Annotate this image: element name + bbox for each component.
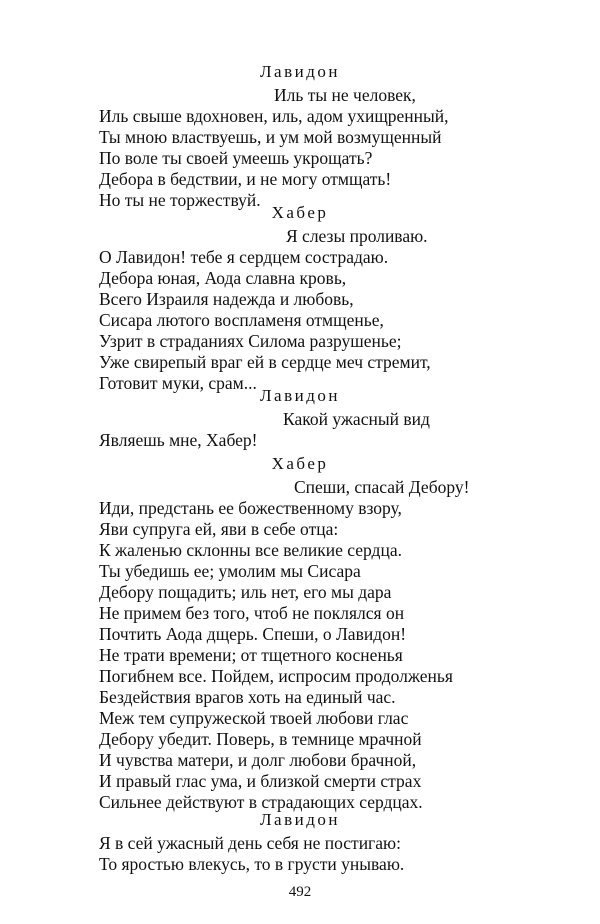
verse-line: Дебора в бедствии, и не могу отмщать! [99,169,392,189]
verse-line-continuation: Иль ты не человек, [274,85,416,105]
verse-line: И чувства матери, и долг любови брачной, [99,750,417,770]
verse-line: Ты мною властвуешь, и ум мой возмущенный [99,127,442,147]
speaker-name: Хабер [271,203,329,222]
verse-line-continuation: Я слезы проливаю. [286,226,428,246]
verse-line: Бездействия врагов хоть на единый час. [99,687,396,707]
verse-line: Сисара лютого воспламеня отмщенье, [99,310,384,330]
verse-line-continuation: Какой ужасный вид [283,409,430,429]
verse-line: Сильнее действуют в страдающих сердцах. [99,792,423,812]
verse-line: И правый глас ума, и близкой смерти страх [99,771,422,791]
speaker-name: Хабер [271,454,329,473]
verse-line: К жаленью склонны все великие сердца. [99,540,402,560]
verse-line: Узрит в страданиях Силома разрушенье; [99,331,402,351]
verse-line: Являешь мне, Хабер! [99,430,258,450]
verse-line: То яростью влекусь, то в грусти унываю. [99,854,405,874]
verse-line-continuation: Спеши, спасай Дебору! [294,477,470,497]
verse-line: Дебору пощадить; иль нет, его мы дара [99,582,392,602]
verse-line: Не примем без того, чтоб не поклялся он [99,603,405,623]
verse-line: Дебору убедит. Поверь, в темнице мрачной [99,729,422,749]
page-number: 492 [288,884,312,900]
speaker-name: Лавидон [260,810,340,829]
verse-line: Почтить Аода дщерь. Спеши, о Лавидон! [99,624,407,644]
verse-line: Иди, предстань ее божественному взору, [99,498,402,518]
verse-line: Не трати времени; от тщетного косненья [99,645,403,665]
verse-line: Готовит муки, срам... [99,373,257,393]
verse-line: Яви супруга ей, яви в себе отца: [99,519,339,539]
verse-line: Я в сей ужасный день себя не постигаю: [99,833,401,853]
verse-line: Иль свыше вдохновен, иль, адом ухищренный, [99,106,449,126]
verse-line: Уже свирепый враг ей в сердце меч стремит, [99,352,431,372]
verse-line: О Лавидон! тебе я сердцем сострадаю. [99,247,389,267]
verse-line: По воле ты своей умеешь укрощать? [99,148,373,168]
verse-line: Дебора юная, Аода славна кровь, [99,268,347,288]
speaker-name: Лавидон [260,62,340,81]
verse-line: Но ты не торжествуй. [99,190,261,210]
verse-line: Меж тем супружеской твоей любови глас [99,708,409,728]
speaker-name: Лавидон [260,386,340,405]
verse-line: Всего Израиля надежда и любовь, [99,289,354,309]
verse-line: Погибнем все. Пойдем, испросим продолженья [99,666,453,686]
verse-line: Ты убедишь ее; умолим мы Сисара [99,561,361,581]
